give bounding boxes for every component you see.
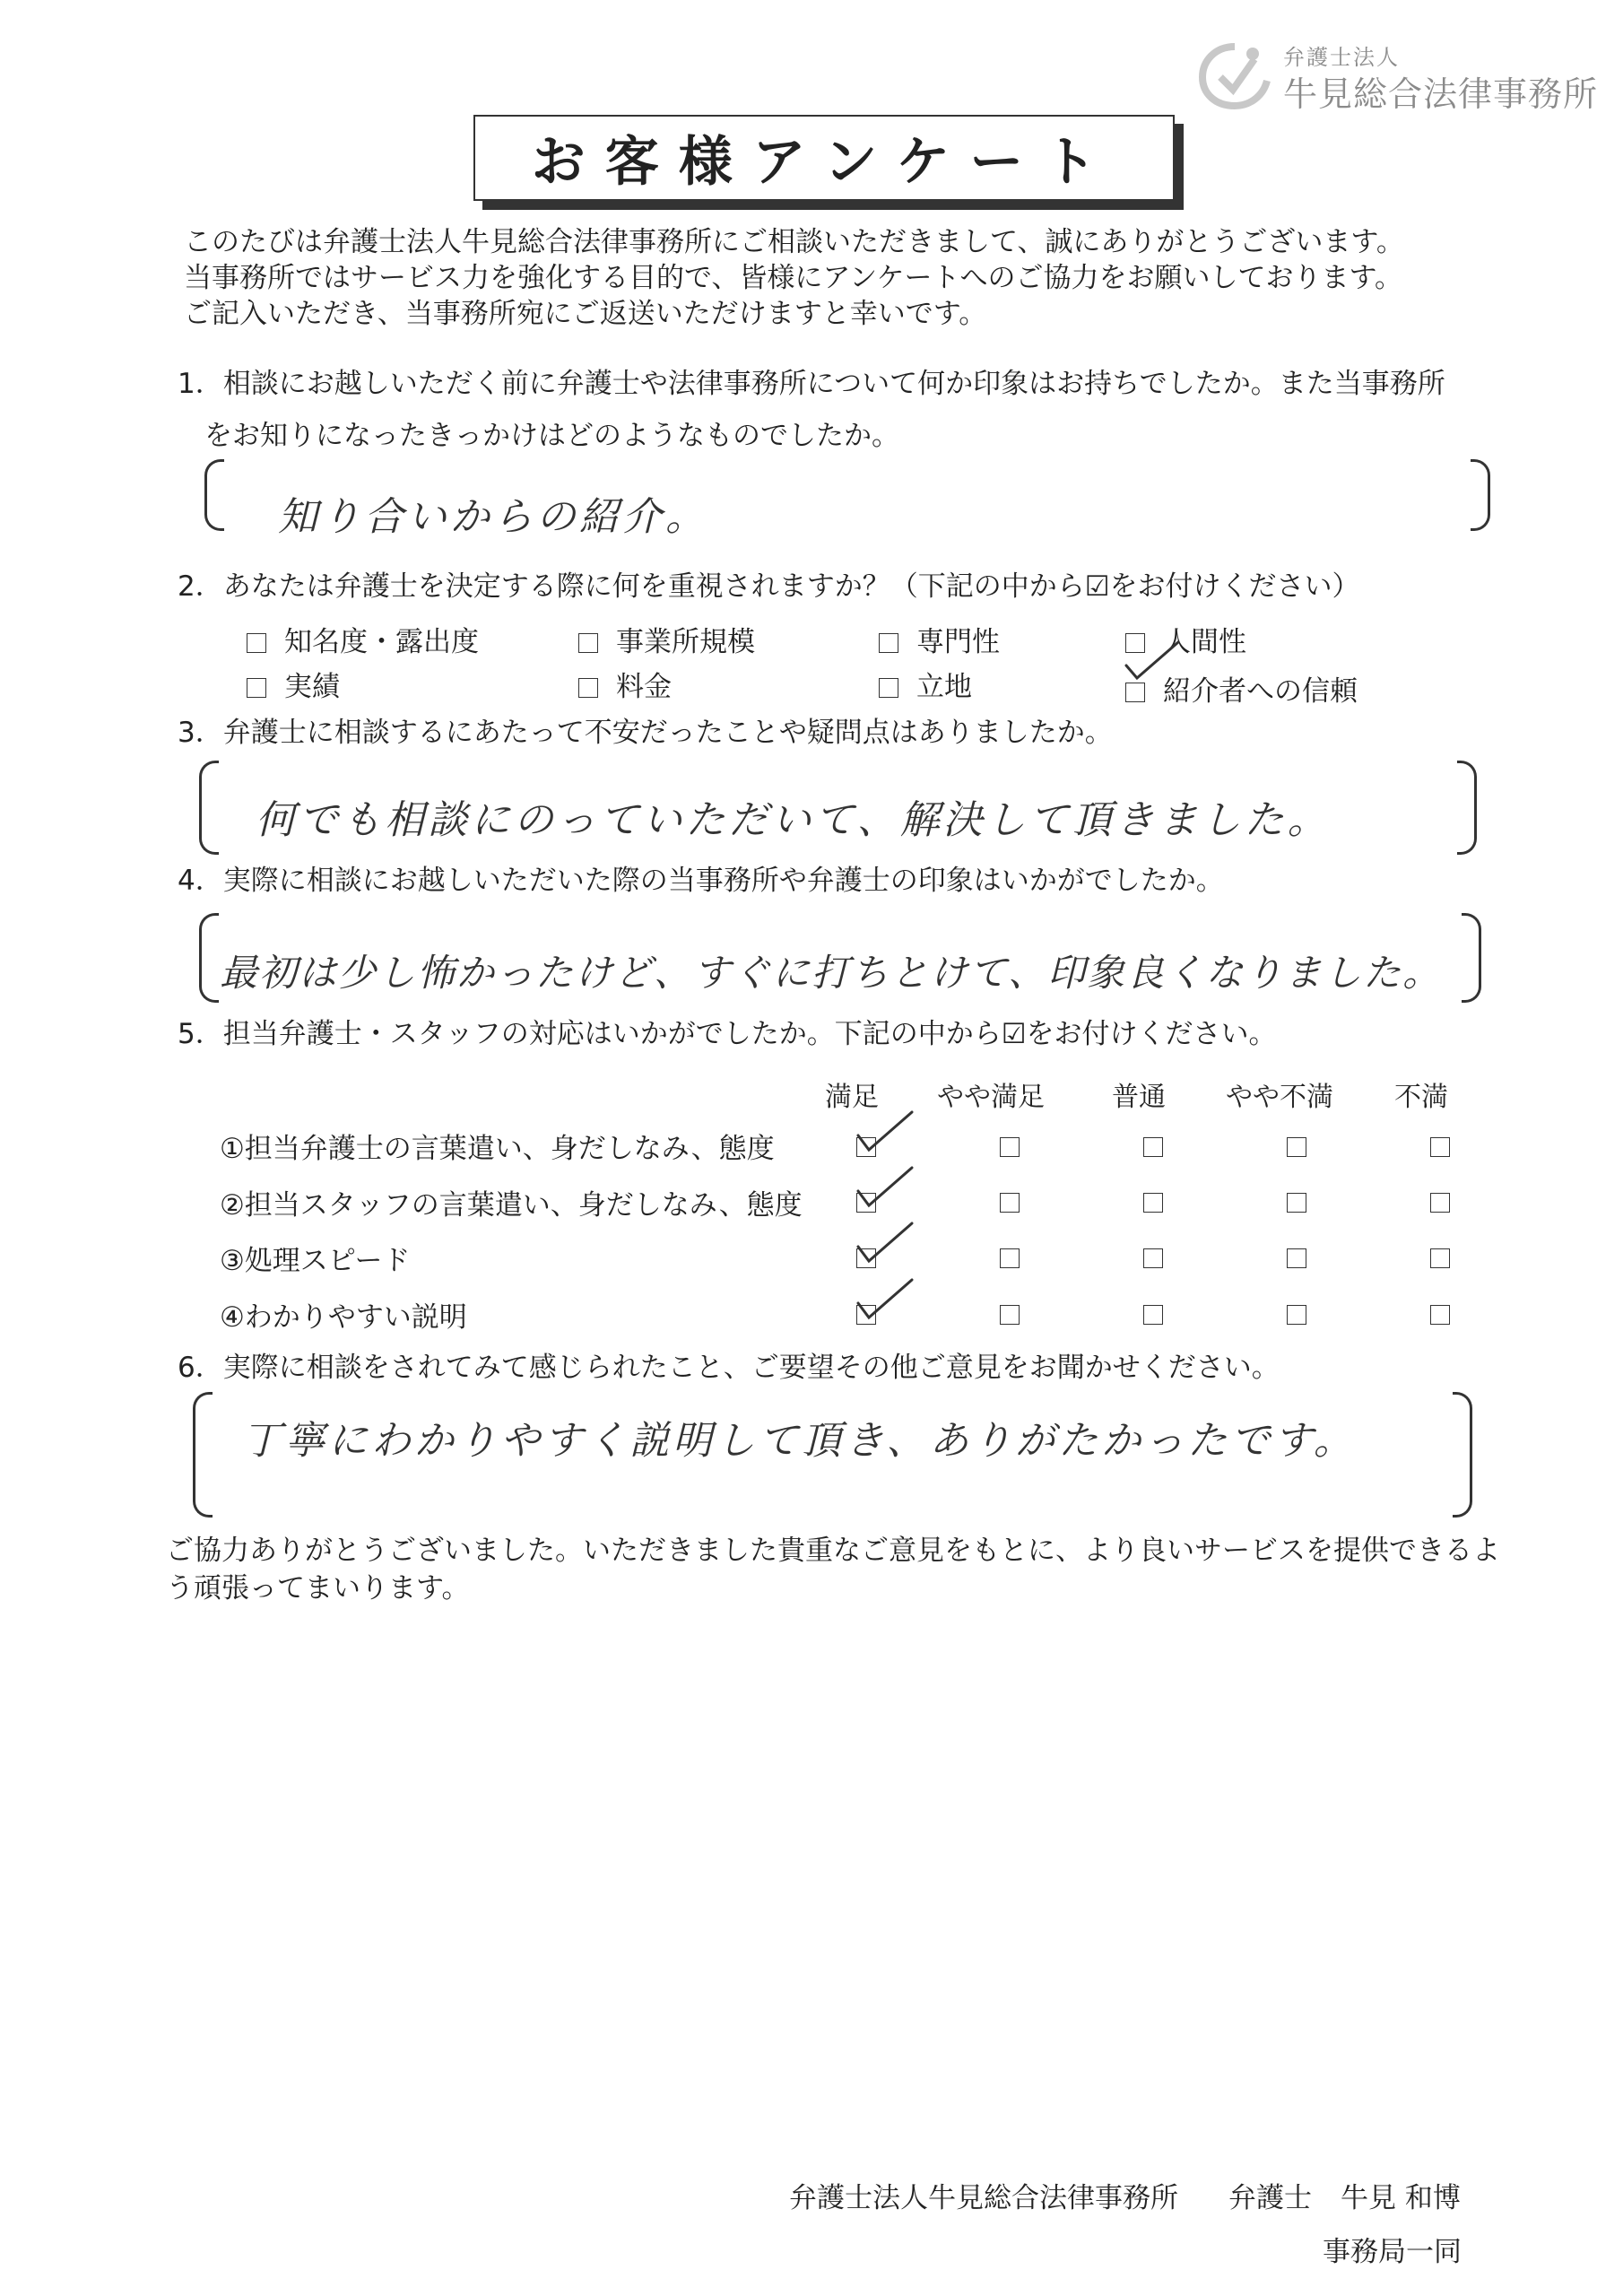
rating-checkbox[interactable] (1430, 1193, 1450, 1213)
question-1 (178, 366, 1445, 454)
intro-line: このたびは弁護士法人牛見総合法律事務所にご相談いただきまして、誠にありがとうございます。 (184, 226, 1404, 258)
rating-checkbox[interactable] (1287, 1193, 1306, 1213)
rating-checkbox[interactable] (1430, 1248, 1450, 1268)
rating-checkbox[interactable] (1430, 1305, 1450, 1325)
answer-4-bracket-right (1462, 913, 1481, 1003)
answer-1-bracket-left (204, 459, 224, 531)
signature-firm: 弁護士法人牛見総合法律事務所 (789, 2182, 1178, 2214)
col-header-dissatisfied: 不満 (1394, 1082, 1448, 1113)
checkbox[interactable] (578, 678, 598, 698)
rating-checkbox[interactable] (1143, 1305, 1163, 1325)
closing-line: ご協力ありがとうございました。いただきました貴重なご意見をもとに、より良いサービスを提供できるよ (166, 1535, 1500, 1567)
col-header-somewhat-dissatisfied: やや不満 (1226, 1082, 1333, 1113)
question-1-line1: 1．相談にお越しいただく前に弁護士や法律事務所について何か印象はお持ちでしたか。また当事務所 (178, 368, 1445, 400)
signature-name: 牛見 和博 (1341, 2182, 1461, 2214)
question-2: 2．あなたは弁護士を決定する際に何を重視されますか？（下記の中から☑をお付けください） (178, 570, 1360, 603)
checkbox-checked[interactable] (1125, 683, 1145, 702)
col-header-satisfied: 満足 (825, 1082, 879, 1113)
answer-6-bracket-right (1453, 1392, 1472, 1518)
rating-row-label: ②担当スタッフの言葉遣い、身だしなみ、態度 (220, 1189, 803, 1222)
logo-name: 牛見総合法律事務所 (1283, 74, 1599, 114)
rating-row-label: ④わかりやすい説明 (220, 1301, 467, 1334)
answer-3-bracket-right (1457, 761, 1477, 855)
checkbox[interactable] (247, 678, 266, 698)
q2-option-name-recognition[interactable]: 知名度・露出度 (247, 619, 479, 659)
firm-emblem-icon (1197, 41, 1272, 111)
intro-line: 当事務所ではサービス力を強化する目的で、皆様にアンケートへのご協力をお願いしております。 (184, 262, 1403, 294)
logo-subtitle: 弁護士法人 (1283, 45, 1400, 70)
question-5: 5．担当弁護士・スタッフの対応はいかがでしたか。下記の中から☑をお付けください。 (178, 1018, 1277, 1050)
intro-line: ご記入いただき、当事務所宛にご返送いただけますと幸いです。 (184, 298, 987, 330)
answer-3-handwritten[interactable]: 何でも相談にのっていただいて、解決して頂きました。 (256, 797, 1331, 843)
answer-6-bracket-left (193, 1392, 213, 1518)
answer-1-handwritten[interactable]: 知り合いからの紹介。 (278, 494, 708, 540)
checkmark-icon (853, 1220, 916, 1265)
signature-role: 弁護士 (1228, 2182, 1312, 2214)
checkmark-icon (853, 1276, 916, 1321)
checkbox[interactable] (879, 633, 898, 653)
rating-checkbox[interactable] (1287, 1248, 1306, 1268)
q2-option-office-size[interactable]: 事業所規模 (578, 619, 755, 659)
checkbox[interactable] (247, 633, 266, 653)
rating-checkbox[interactable] (1287, 1305, 1306, 1325)
intro-text (184, 224, 1404, 332)
checkmark-icon (853, 1164, 916, 1209)
col-header-neutral: 普通 (1112, 1082, 1166, 1113)
question-4: 4．実際に相談にお越しいただいた際の当事務所や弁護士の印象はいかがでしたか。 (178, 865, 1224, 897)
rating-checkbox[interactable] (1000, 1137, 1020, 1157)
signature-office: 事務局一同 (1323, 2236, 1462, 2268)
rating-checkbox[interactable] (1287, 1137, 1306, 1157)
q2-option-expertise[interactable]: 専門性 (879, 619, 1000, 659)
checkmark-icon (1121, 639, 1184, 683)
answer-6-handwritten[interactable]: 丁寧にわかりやすく説明して頂き、ありがたかったです。 (242, 1418, 1357, 1464)
rating-row-label: ①担当弁護士の言葉遣い、身だしなみ、態度 (220, 1133, 775, 1165)
rating-checkbox[interactable] (1000, 1248, 1020, 1268)
question-6: 6．実際に相談をされてみて感じられたこと、ご要望その他ご意見をお聞かせください。 (178, 1352, 1280, 1384)
rating-checkbox[interactable] (1000, 1305, 1020, 1325)
q2-option-location[interactable]: 立地 (879, 664, 972, 704)
q2-option-referrer-trust[interactable]: 紹介者への信頼 (1125, 668, 1358, 709)
closing-text (166, 1532, 1500, 1607)
page-title: お客様アンケート (473, 115, 1175, 201)
rating-checkbox[interactable] (1143, 1137, 1163, 1157)
answer-1-bracket-right (1471, 459, 1490, 531)
checkmark-icon (853, 1109, 916, 1153)
rating-checkbox[interactable] (1000, 1193, 1020, 1213)
rating-checkbox[interactable] (1143, 1248, 1163, 1268)
rating-checkbox[interactable] (1143, 1193, 1163, 1213)
rating-row-label: ③処理スピード (220, 1245, 411, 1277)
checkbox[interactable] (578, 633, 598, 653)
q2-option-track-record[interactable]: 実績 (247, 664, 340, 704)
question-1-line2: をお知りになったきっかけはどのようなものでしたか。 (204, 420, 899, 452)
question-3: 3．弁護士に相談するにあたって不安だったことや疑問点はありましたか。 (178, 717, 1113, 749)
closing-line: う頑張ってまいります。 (166, 1572, 470, 1605)
answer-3-bracket-left (199, 761, 219, 855)
rating-checkbox[interactable] (1430, 1137, 1450, 1157)
q2-option-fees[interactable]: 料金 (578, 664, 672, 704)
q2-option-character[interactable]: 人間性 (1125, 619, 1246, 659)
col-header-somewhat-satisfied: やや満足 (937, 1082, 1045, 1113)
answer-4-handwritten[interactable]: 最初は少し怖かったけど、すぐに打ちとけて、印象良くなりました。 (220, 951, 1443, 995)
answer-4-bracket-left (199, 913, 219, 1003)
firm-logo (1197, 36, 1599, 117)
checkbox[interactable] (879, 678, 898, 698)
